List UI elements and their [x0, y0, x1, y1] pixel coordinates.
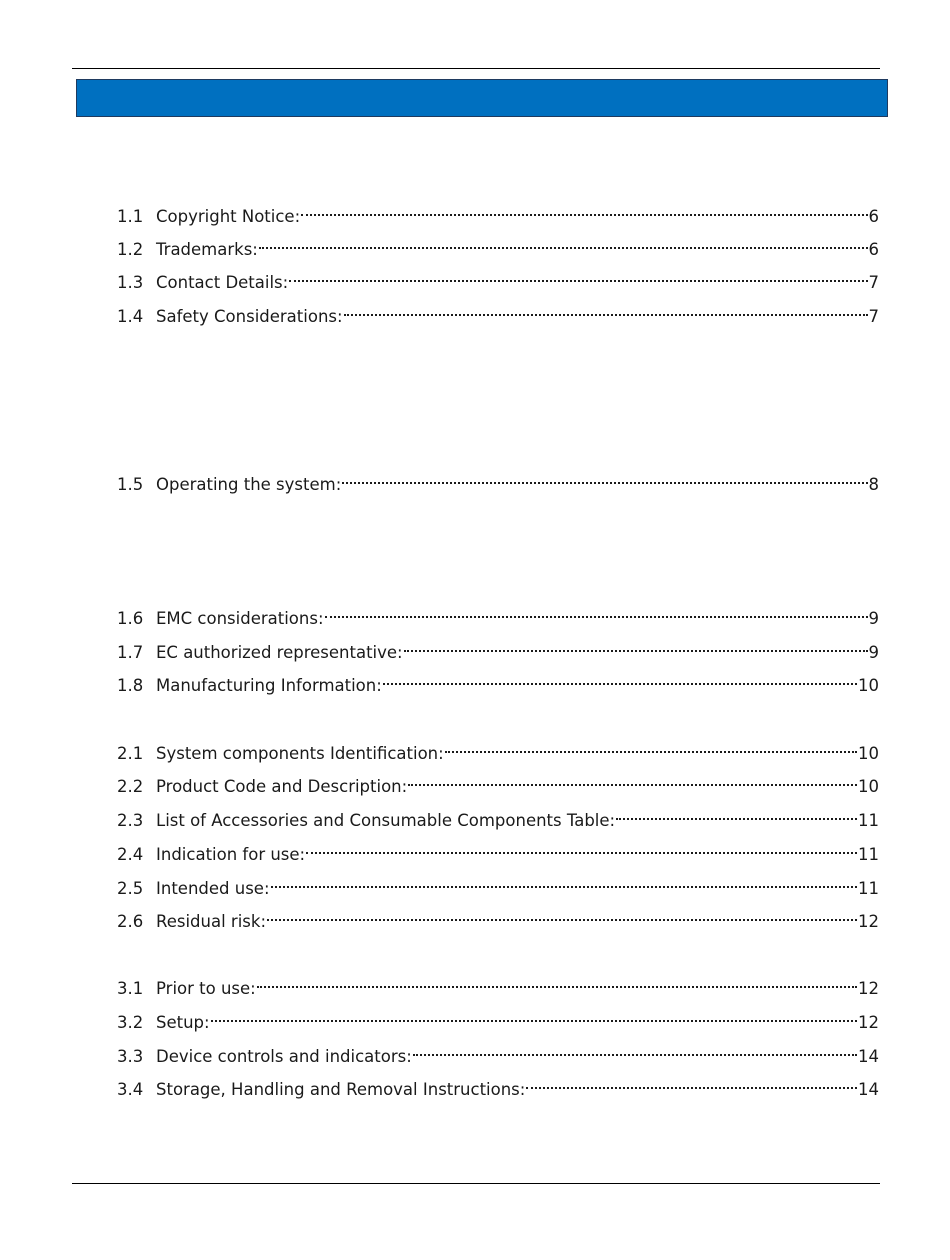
- toc-entry[interactable]: [117, 903, 879, 931]
- dot-leader: [445, 735, 857, 759]
- toc-title: Product Code and Description:: [156, 777, 408, 796]
- toc-number: 3.2: [117, 1013, 144, 1032]
- toc-page-number: 10: [858, 676, 879, 695]
- toc-title: Copyright Notice:: [156, 207, 301, 226]
- toc-title: Device controls and indicators:: [156, 1047, 412, 1066]
- toc-entry[interactable]: [117, 264, 879, 292]
- toc-title: Operating the system:: [156, 475, 342, 494]
- toc-entry[interactable]: [117, 667, 879, 695]
- toc-number: 2.2: [117, 777, 144, 796]
- dot-leader: [526, 1071, 857, 1095]
- toc-title: List of Accessories and Consumable Components Table:: [156, 811, 616, 830]
- dot-leader: [271, 870, 857, 894]
- toc-page-number: 12: [858, 979, 879, 998]
- toc-page-number: 11: [858, 879, 879, 898]
- toc-entry[interactable]: [117, 1071, 879, 1099]
- dot-leader: [301, 198, 867, 222]
- dot-leader: [383, 667, 857, 691]
- dot-leader: [325, 600, 868, 624]
- footer-rule: [72, 1183, 880, 1184]
- toc-number: 1.8: [117, 676, 144, 695]
- toc-number: 1.5: [117, 475, 144, 494]
- toc-number: 3.1: [117, 979, 144, 998]
- toc-page-number: 11: [858, 845, 879, 864]
- toc-number: 1.2: [117, 240, 144, 259]
- toc-title: Contact Details:: [156, 273, 289, 292]
- toc-number: 1.4: [117, 307, 144, 326]
- dot-leader: [259, 231, 868, 255]
- dot-leader: [413, 1038, 857, 1062]
- header-rule: [72, 68, 880, 69]
- toc-page-number: 14: [858, 1047, 879, 1066]
- toc-entry[interactable]: [117, 1004, 879, 1032]
- toc-number: 2.3: [117, 811, 144, 830]
- toc-entry[interactable]: [117, 198, 879, 226]
- section-banner: [76, 79, 888, 117]
- toc-page-number: 7: [868, 307, 879, 326]
- toc-number: 2.6: [117, 912, 144, 931]
- toc-title: Manufacturing Information:: [156, 676, 382, 695]
- toc-number: 1.3: [117, 273, 144, 292]
- toc-title: EMC considerations:: [156, 609, 324, 628]
- toc-page-number: 6: [868, 240, 879, 259]
- toc-entry[interactable]: [117, 1038, 879, 1066]
- toc-page-number: 6: [868, 207, 879, 226]
- toc-number: 3.4: [117, 1080, 144, 1099]
- toc-entry[interactable]: [117, 970, 879, 998]
- toc-title: EC authorized representative:: [156, 643, 403, 662]
- toc-title: Safety Considerations:: [156, 307, 343, 326]
- dot-leader: [408, 768, 857, 792]
- toc-title: Storage, Handling and Removal Instructions:: [156, 1080, 526, 1099]
- toc-number: 1.1: [117, 207, 144, 226]
- toc-number: 2.1: [117, 744, 144, 763]
- dot-leader: [344, 298, 868, 322]
- toc-page-number: 8: [868, 475, 879, 494]
- toc-entry[interactable]: [117, 870, 879, 898]
- dot-leader: [342, 466, 867, 490]
- toc-title: Intended use:: [156, 879, 270, 898]
- toc-title: Residual risk:: [156, 912, 267, 931]
- dot-leader: [211, 1004, 857, 1028]
- toc-entry[interactable]: [117, 466, 879, 494]
- toc-number: 1.7: [117, 643, 144, 662]
- toc-entry[interactable]: [117, 735, 879, 763]
- toc-page-number: 7: [868, 273, 879, 292]
- toc-title: Indication for use:: [156, 845, 306, 864]
- toc-page-number: 12: [858, 1013, 879, 1032]
- toc-entry[interactable]: [117, 600, 879, 628]
- dot-leader: [257, 970, 857, 994]
- toc-page-number: 14: [858, 1080, 879, 1099]
- toc-entry[interactable]: [117, 836, 879, 864]
- toc-entry[interactable]: [117, 231, 879, 259]
- toc-title: Trademarks:: [156, 240, 258, 259]
- toc-number: 2.4: [117, 845, 144, 864]
- toc-entry[interactable]: [117, 634, 879, 662]
- dot-leader: [306, 836, 857, 860]
- toc-number: 3.3: [117, 1047, 144, 1066]
- toc-entry[interactable]: [117, 768, 879, 796]
- toc-title: System components Identification:: [156, 744, 444, 763]
- toc-page-number: 9: [868, 609, 879, 628]
- toc-entry[interactable]: [117, 802, 879, 830]
- dot-leader: [267, 903, 857, 927]
- dot-leader: [616, 802, 857, 826]
- dot-leader: [289, 264, 867, 288]
- toc-title: Setup:: [156, 1013, 210, 1032]
- toc-page-number: 9: [868, 643, 879, 662]
- toc-page-number: 11: [858, 811, 879, 830]
- toc-page-number: 12: [858, 912, 879, 931]
- toc-entry[interactable]: [117, 298, 879, 326]
- toc-page-number: 10: [858, 777, 879, 796]
- toc-page-number: 10: [858, 744, 879, 763]
- toc-number: 1.6: [117, 609, 144, 628]
- toc-number: 2.5: [117, 879, 144, 898]
- dot-leader: [404, 634, 868, 658]
- toc-title: Prior to use:: [156, 979, 256, 998]
